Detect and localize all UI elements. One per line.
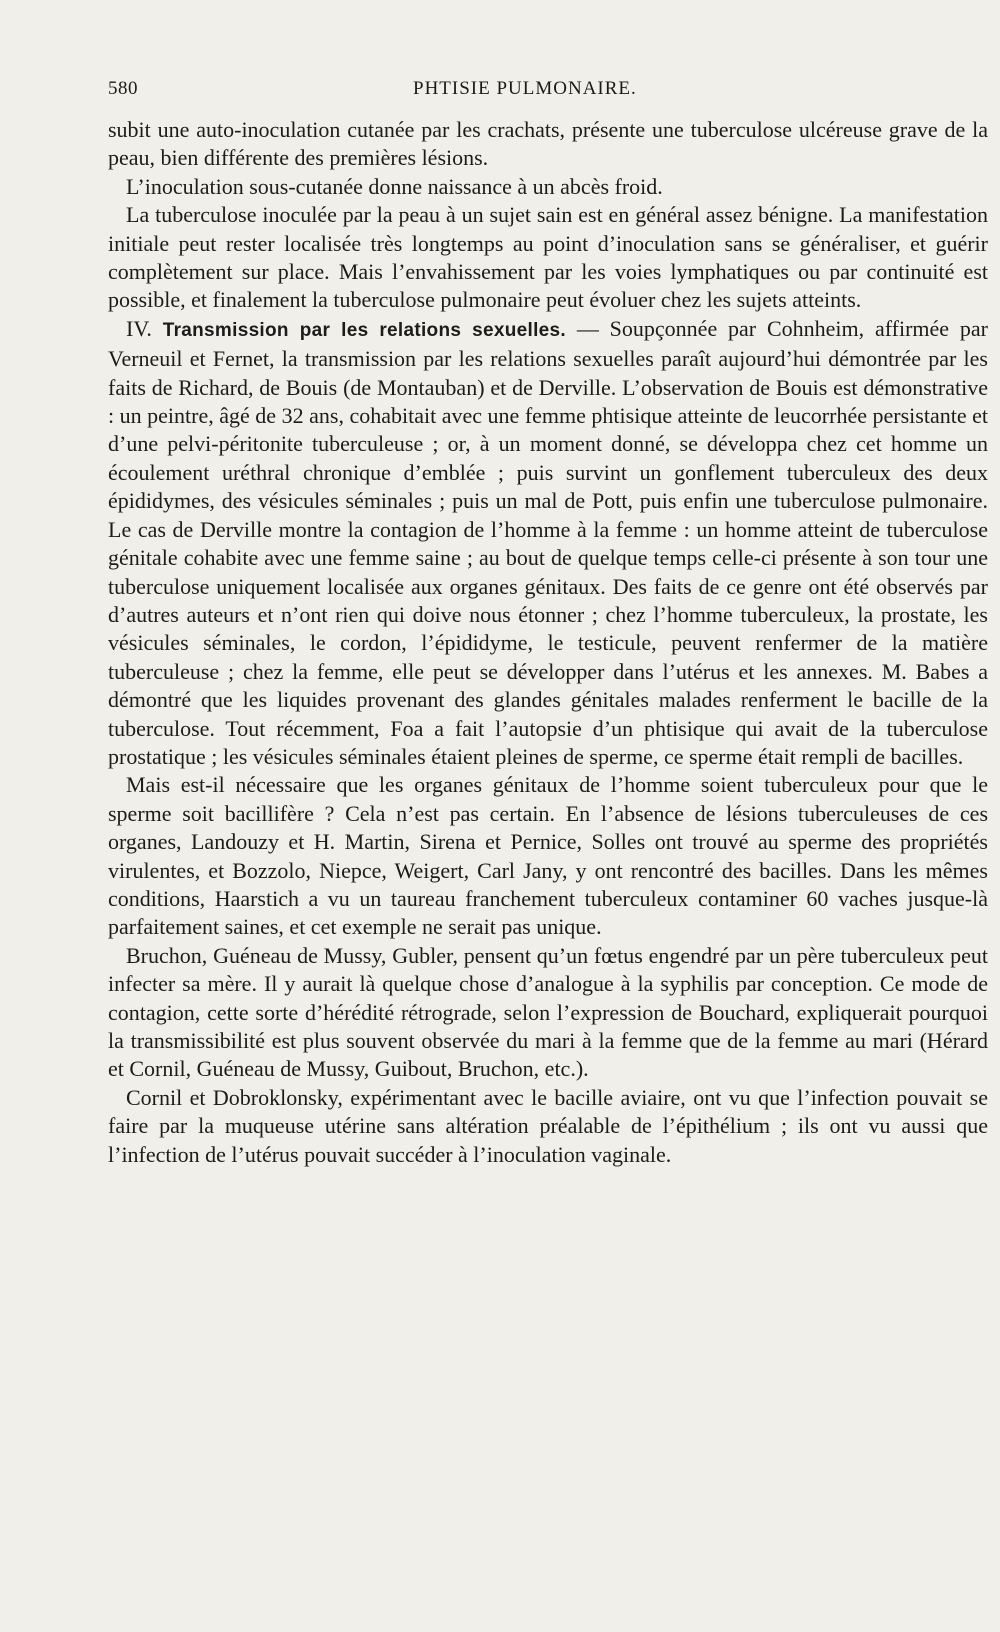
running-header [108, 76, 668, 106]
paragraph-4 [108, 315, 988, 772]
paragraph-4-body: — Soupçonnée par Cohnheim, affirmée par Verneuil et Fernet, la transmission par les relations sexuelles paraît aujourd’hui démontrée par les faits de Richard, de Bouis (de Montauban) et de Derville. L’observation de Bouis est démonstrative : un peintre, âgé de 32 ans, cohabitait avec une femme phtisique atteinte de leucorrhée persistante et d’une pelvi-péritonite tuberculeuse ; or, à un moment donné, se développa chez cet homme un écoulement uréthral chronique d’emblée ; puis survint un gonflement tuberculeux des deux épididymes, des vésicules séminales ; puis un mal de Pott, puis enfin une tuberculose pulmonaire. Le cas de Derville montre la contagion de l’homme à la femme : un homme atteint de tuberculose génitale cohabite avec une femme saine ; au bout de quelque temps celle-ci présente à son tour une tuberculose uniquement localisée aux organes génitaux. Des faits de ce genre ont été observés par d’autres auteurs et n’ont rien qui doive nous étonner ; chez l’homme tuberculeux, la prostate, les vésicules séminales, le cordon, l’épididyme, le testicule, peuvent renfermer de la matière tuberculeuse ; chez la femme, elle peut se développer dans l’utérus et les annexes. M. Babes a démontré que les liquides provenant des glandes génitales malades renferment le bacille de la tuberculose. Tout récemment, Foa a fait l’autopsie d’un phtisique qui avait de la tuberculose prostatique ; les vésicules séminales étaient pleines de sperme, ce sperme était rempli de bacilles. [108, 315, 988, 769]
paragraph-7: Cornil et Dobroklonsky, expérimentant avec le bacille aviaire, ont vu que l’infection pouvait se faire par la muqueuse utérine sans altération préalable de l’épithélium ; ils ont vu aussi que l’infection de l’utérus pouvait succéder à l’inoculation vaginale. [108, 1084, 988, 1167]
body-text [108, 116, 988, 1169]
paragraph-3: La tuberculose inoculée par la peau à un sujet sain est en général assez bénigne. La manifestation initiale peut rester localisée très longtemps au point d’inoculation sans se généraliser, et guérir complètement sur place. Mais l’envahissement par les voies lymphatiques ou par continuité est possible, et finalement la tuberculose pulmonaire peut évoluer chez les sujets atteints. [108, 202, 988, 313]
section-heading: Transmission par les relations sexuelles. [162, 319, 566, 341]
section-number: IV. [126, 315, 152, 341]
page-number: 580 [108, 78, 138, 99]
paragraph-1: subit une auto-inoculation cutanée par les crachats, présente une tuberculose ulcéreuse grave de la peau, bien différente des premières lésions. [108, 117, 988, 171]
paragraph-6: Bruchon, Guéneau de Mussy, Gubler, pensent qu’un fœtus engendré par un père tuberculeux peut infecter sa mère. Il y aurait là quelque chose d’analogue à la syphilis par conception. Ce mode de contagion, cette sorte d’hérédité rétrograde, selon l’expression de Bouchard, expliquerait pourquoi la transmissibilité est plus souvent observée du mari à la femme que de la femme au mari (Hérard et Cornil, Guéneau de Mussy, Guibout, Bruchon, etc.). [108, 942, 988, 1082]
running-title: PHTISIE PULMONAIRE. [413, 78, 637, 99]
paragraph-2: L’inoculation sous-cutanée donne naissance à un abcès froid. [126, 173, 663, 199]
paragraph-5: Mais est-il nécessaire que les organes génitaux de l’homme soient tuberculeux pour que le sperme soit bacillifère ? Cela n’est pas certain. En l’absence de lésions tuberculeuses de ces organes, Landouzy et H. Martin, Sirena et Pernice, Solles ont trouvé au sperme des propriétés virulentes, et Bozzolo, Niepce, Weigert, Carl Jany, y ont rencontré des bacilles. Dans les mêmes conditions, Haarstich a vu un taureau franchement tuberculeux contaminer 60 vaches jusque-là parfaitement saines, et cet exemple ne serait pas unique. [108, 772, 988, 940]
